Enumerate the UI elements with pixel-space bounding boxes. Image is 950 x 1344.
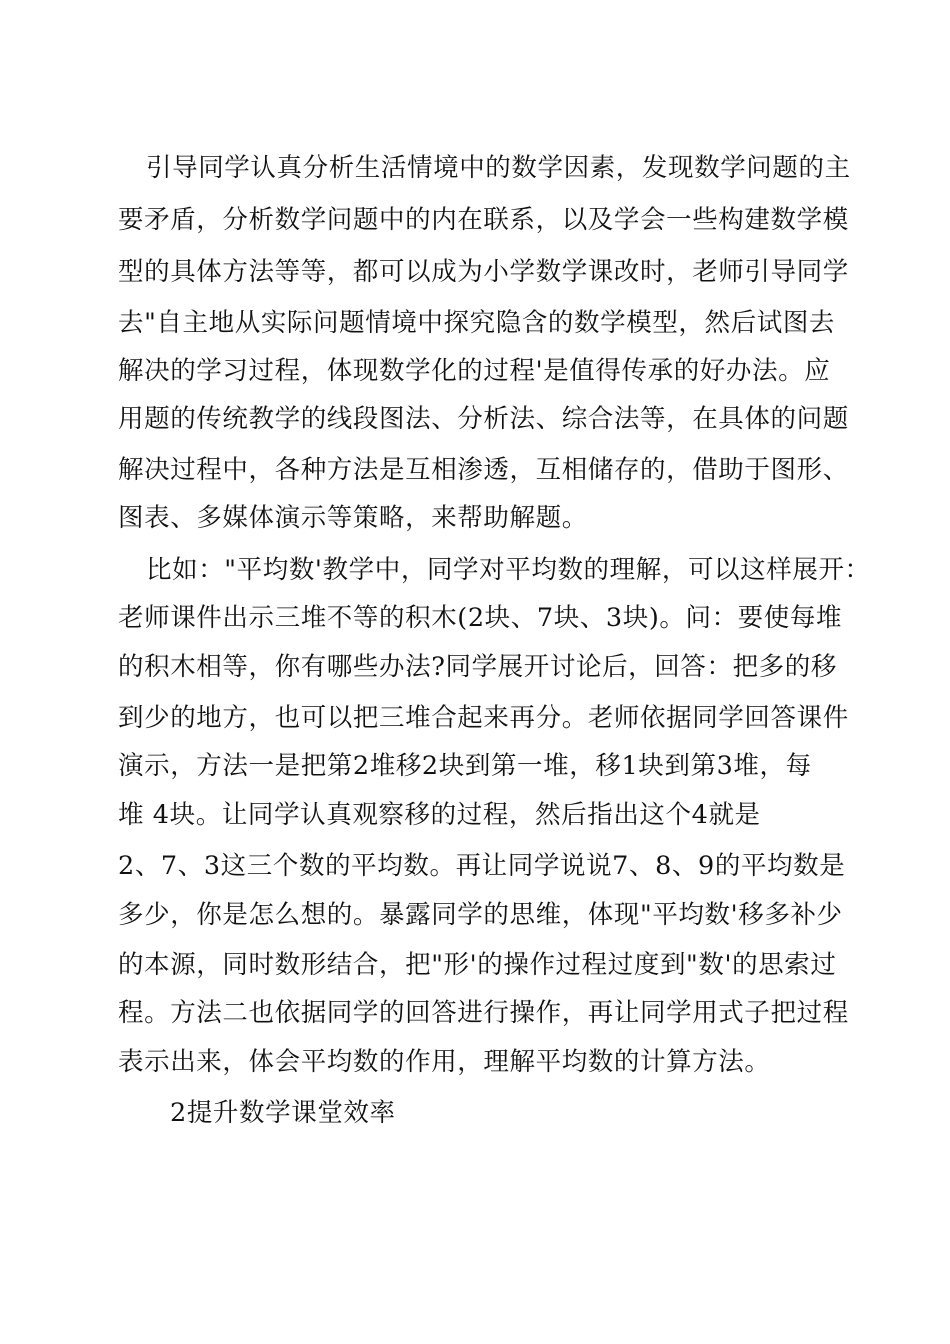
text-line: 表示出来，体会平均数的作用，理解平均数的计算方法。 xyxy=(118,1047,771,1077)
text-line: 堆 4块。让同学认真观察移的过程，然后指出这个4就是 xyxy=(118,800,761,830)
text-line: 程。方法二也依据同学的回答进行操作，再让同学用式子把过程 xyxy=(118,998,849,1028)
text-line: 多少，你是怎么想的。暴露同学的思维，体现"平均数'移多补少 xyxy=(118,900,843,930)
text-line: 要矛盾，分析数学问题中的内在联系，以及学会一些构建数学模 xyxy=(118,205,849,235)
text-line: 去"自主地从实际问题情境中探究隐含的数学模型，然后试图去 xyxy=(118,308,836,338)
text-line: 演示，方法一是把第2堆移2块到第一堆，移1块到第3堆，每 xyxy=(118,751,812,781)
text-line: 比如："平均数'教学中，同学对平均数的理解，可以这样展开： xyxy=(146,555,871,585)
text-line: 到少的地方，也可以把三堆合起来再分。老师依据同学回答课件 xyxy=(118,703,849,733)
text-line: 图表、多媒体演示等策略，来帮助解题。 xyxy=(118,503,588,533)
text-line: 用题的传统教学的线段图法、分析法、综合法等，在具体的问题 xyxy=(118,404,849,434)
text-line: 老师课件出示三堆不等的积木(2块、7块、3块)。问：要使每堆 xyxy=(118,603,843,633)
text-line: 解决过程中，各种方法是互相渗透，互相储存的，借助于图形、 xyxy=(118,455,849,485)
text-line: 型的具体方法等等，都可以成为小学数学课改时，老师引导同学 xyxy=(118,257,849,287)
text-line: 的本源，同时数形结合，把"形'的操作过程过度到"数'的思索过 xyxy=(118,950,837,980)
text-line: 解决的学习过程，体现数学化的过程'是值得传承的好办法。应 xyxy=(118,356,831,386)
section-heading: 2提升数学课堂效率 xyxy=(170,1098,396,1128)
text-line: 2、7、3这三个数的平均数。再让同学说说7、8、9的平均数是 xyxy=(118,851,846,881)
text-line: 的积木相等，你有哪些办法?同学展开讨论后，回答：把多的移 xyxy=(118,652,837,682)
text-line: 引导同学认真分析生活情境中的数学因素，发现数学问题的主 xyxy=(146,153,851,183)
